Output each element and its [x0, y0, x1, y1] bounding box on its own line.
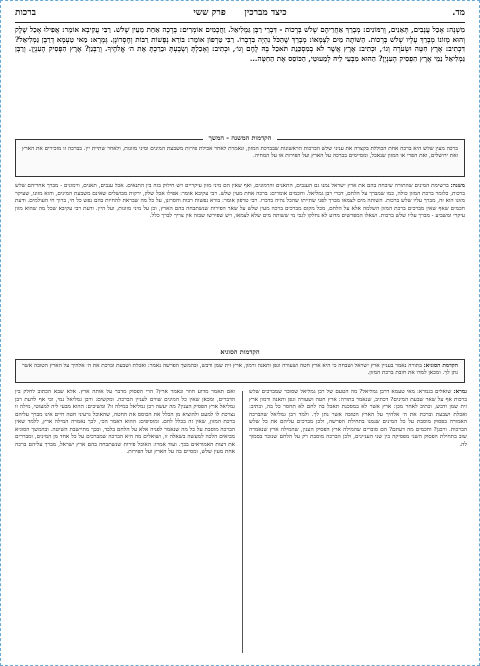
intro-mishna-text: ברכה מעין שלש היא ברכה אחת הכוללת בקצרה את עניני שלש הברכות הראשונות שבברכת המזון, ונאמרת לאחר אכילת פירות משבעת המינים ומיני מזונות, ולאחר שתיית יין. בברכה זו מזכירים את הארץ ואת ירושלים, ואת הפרי או המזון שנאכל, ומסיימים בברכה על הארץ ועל הפירות או על המחיה.: [22, 146, 458, 160]
intro-sugya-text: בתורה נאמר בעניין ארץ ישראל ושבחה כי היא ארץ חטה ושעורה וגפן ותאנה ורמון, ארץ זית שמן ודבש, ובהמשך הפרשה נאמר: ואכלת ושבעת וברכת את ה׳ אלהיך על הארץ הטובה אשר נתן לך. ומכאן למדו את חובת ברכת המזון.: [22, 363, 458, 377]
mishna-explanation: [15, 183, 465, 343]
mishna-label: מִשְׁנָה:: [446, 25, 465, 34]
perek-number: פרק ששי: [193, 8, 226, 18]
daf-number: מד.: [452, 8, 465, 18]
mishna-text: אָכַל עֲנָבִים, תְּאֵנִים, וְרִמּוֹנִים: מְבָרֵךְ אַחֲרֵיהֶם שָׁלֹשׁ בְּרָכוֹת - דִּבְרֵי רַבָּן גַּמְלִיאֵל. וַחֲכָמִים אוֹמְרִים: בְּרָכָה אַחַת מֵעֵין שָׁלֹשׁ. רַבִּי עֲקִיבָא אוֹמֵר: אֲפִילוּ אָכַל שֶׁלֶק וְהוּא מְזוֹנוֹ מְבָרֵךְ עָלָיו שָׁלֹשׁ בְּרָכוֹת. הַשּׁוֹתֶה מַיִם לִצְמָאוֹ: מְבָרֵךְ שֶׁהַכֹּל נִהְיָה בִּדְבָרוֹ. רַבִּי טַרְפוֹן אוֹמֵר: בּוֹרֵא נְפָשׁוֹת רַבּוֹת וְחֶסְרוֹנָן.: [15, 25, 465, 44]
mishna-block: [15, 25, 465, 111]
gemara-left-text: ואם תאמר מדוע חוזר ונאמר ארץ? הרי הפסוק מדבר על אותה ארץ. אלא שבא הכתוב לחלק בין הדברים, ומכאן שאין כל המינים שווים לעניין הברכה. ומקשים: ורבן גמליאל נמי, וכי אף לדעת רבן גמליאל ארץ הפסיק הענין? מה יעשה רבן גמליאל במילה זו? ומשיבים: ההוא מבעי ליה למעוטי, מילה זו נצרכת לו למעט ולהוציא מן הכלל את הכוסס את החטה, שהאוכל גרעיני חטה חיים אינו מברך עליהם ברכת המזון, שאין זה בכלל לחם. ומוסיפים: ההוא דאמר הכי, לכך נאמרה המילה ארץ, ללמד שאין הברכה מוסבת על כל מה שנאמר לפניה אלא על הלחם בלבד, ובכך מתיישבת השיטה. ובהמשך הסוגיא מביאים הלכה למעשה בשאלה זו, ושואלים מה היא הברכה שמברכים על כל אחד מן המינים, ומבררים את דעות האמוראים בכך. ועוד אמרו: האוכל פירות שנשתבחה בהם ארץ ישראל, מברך עליהם ברכה אחת מעין שלש, ומסיים בה על הארץ ועל הפירות.: [15, 389, 235, 455]
intro-sugya-body: [22, 363, 458, 378]
gemara-left-column: [15, 389, 235, 657]
intro-sugya-label: הקדמת הסוגיא:: [423, 363, 458, 369]
perek-title: [193, 7, 286, 18]
gemara-text: מַאי טַעְמָא דְרַבָּן גַּמְלִיאֵל? דִּכְתִיב: אֶרֶץ חִטָּה וּשְׂעֹרָה וְגוֹ׳, וּכְתִיב: אֶרֶץ אֲשֶׁר לֹא בְמִסְכֵּנֻת תֹּאכַל בָּהּ לֶחֶם וְגוֹ׳, וּכְתִיב: וְאָכַלְתָּ וְשָׂבָעְתָּ וּבֵרַכְתָּ אֶת ה׳ אֱלֹהֶיךָ. וְרַבָּנַן? אֶרֶץ הִפְסִיק הָעִנְיָן. וְרַבָּן גַּמְלִיאֵל נַמֵי אֶרֶץ הִפְסִיק הָעִנְיָן? הַהוּא מִבְּעֵי לֵיהּ לְמַעוּטֵי, הַכּוֹסֵס אֶת הַחִטָּה...: [15, 34, 465, 63]
chapter-name: כיצד מברכין: [244, 8, 287, 18]
header-rule: [15, 22, 465, 23]
intro-sugya-box: [15, 359, 465, 383]
gemara-right-column: [249, 389, 467, 657]
gemara-right-label: גמרא:: [453, 389, 467, 395]
mishna-explanation-label: משנה:: [450, 183, 465, 189]
tractate-name: ברכות: [15, 8, 36, 18]
intro-mishna-title: הקדמות המשנה - המשך: [203, 134, 278, 142]
intro-mishna-box: [15, 134, 465, 177]
intro-sugya-title: הקדמות הסוגיא: [220, 348, 260, 356]
column-divider: [242, 391, 243, 653]
page-header: [15, 7, 465, 21]
gemara-label: גְּמָרָא:: [90, 34, 108, 44]
gemara-right-text: שואלים בגמרא: מאי טעמא דרבן גמליאל? מה הטעם של רבן גמליאל שסובר שמברכים שלש ברכות אף על שאר שבעת המינים? דכתיב, שנאמר בתורה: ארץ חטה ושעורה וגפן ותאנה ורמון ארץ זית שמן ודבש, וכתיב לאחר מכן: ארץ אשר לא במסכנת תאכל בה לחם לא תחסר כל בה, וכתיב: ואכלת ושבעת וברכת את ה׳ אלהיך על הארץ הטובה אשר נתן לך. ולמד רבן גמליאל שהברכה האמורה בפסוק מוסבת על כל המינים שנמנו בתחילת הפרשה, ולכן מברכים עליהם את כל שלש הברכות. ורבנן? וחכמים מה דעתם? הם סוברים שהמילה ארץ הפסיק הענין, שהמילה ארץ שנאמרה שוב בתחילת הפסוק השני מפסיקה בין שני העניינים, ולכן הברכה מוסבת רק על הלחם שנזכר בסמוך לה.: [249, 389, 467, 448]
mishna-explanation-text: ברשימת המינים שהתורה שיבחה בהם את ארץ ישראל נמנו גם הענבים, התאנים והרמונים, ואף שאין הם מיני מזון עיקריים ויש חילוק בזה בין התנאים. אכל ענבים, תאנים, ורמונים - מברך אחריהם שלש ברכות, כלומר ברכת המזון כולה, כמו שמברך על הלחם, דברי רבן גמליאל. וחכמים אומרים: ברכה אחת מעין שלש. רבי עקיבא אומר: אפילו אכל שלק, ירקות מבושלים שאינם משבעת המינים, והוא מזונו, שעיקר מזונו הוא זה, מברך עליו שלש ברכות. השותה מים לצמאו מברך לפני שתייתו שהכל נהיה בדברו. רבי טרפון אומר: בורא נפשות רבות וחסרונן, על כל מה שבראת להחיות בהם נפש כל חי, ברוך חי העולמים. ודעת חכמים שאף שאין מברכים ברכת המזון השלמה אלא על הלחם, מכל מקום מברכים ברכה מעין שלש על שאר הפירות שנשתבחה בהם הארץ, וכן על מיני מזונות, ועל היין. ודעת רבי עקיבא שכל מה שהוא מזון עיקרי ומשביע - מברך עליו שלש ברכות. ושאלו המפרשים מדוע לא נחלקו לגבי מי ששותה מים שלא לצמאו, ויש שפירשו שבזה אין צריך לברך כלל.: [15, 183, 465, 220]
